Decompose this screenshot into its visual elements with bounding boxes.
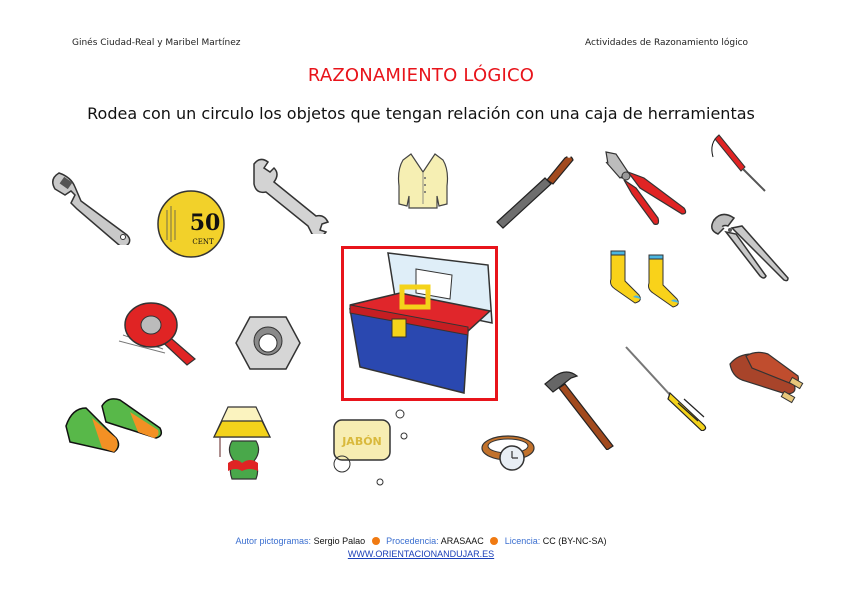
orange-dot-icon — [372, 537, 380, 545]
author-label: Autor pictogramas: — [235, 536, 312, 546]
adjustable-wrench-icon[interactable] — [45, 165, 133, 245]
file-tool-icon[interactable] — [495, 150, 575, 230]
tape-icon[interactable] — [115, 295, 197, 375]
nut-icon[interactable] — [234, 315, 302, 373]
soap-label: JABÓN — [342, 435, 382, 448]
watch-icon[interactable] — [480, 432, 536, 476]
header-series: Actividades de Razonamiento lógico — [585, 38, 749, 48]
page-title: RAZONAMIENTO LÓGICO — [307, 65, 535, 86]
toolbox-icon — [344, 249, 495, 398]
soldering-iron-icon[interactable] — [705, 133, 775, 195]
wrench-icon[interactable] — [248, 154, 330, 234]
header-authors: Ginés Ciudad-Real y Maribel Martínez — [72, 38, 241, 48]
ribs-icon[interactable] — [726, 350, 806, 410]
screwdriver-icon[interactable] — [624, 345, 710, 431]
credits-line — [0, 536, 842, 546]
coin-icon[interactable] — [155, 188, 227, 260]
lamp-icon[interactable] — [212, 405, 274, 485]
pincers-icon[interactable] — [708, 210, 790, 288]
soap-icon[interactable] — [324, 408, 410, 488]
license-label: Licencia: — [504, 536, 541, 546]
instruction-text: Rodea con un circulo los objetos que tengan relación con una caja de herramientas — [87, 104, 755, 123]
license-value: CC (BY-NC-SA) — [542, 536, 607, 546]
source-value: ARASAAC — [440, 536, 484, 546]
source-label: Procedencia: — [386, 536, 439, 546]
toolbox-frame — [341, 246, 498, 401]
hammer-icon[interactable] — [543, 368, 619, 450]
socks-icon[interactable] — [606, 249, 686, 309]
orange-dot-icon — [490, 537, 498, 545]
sneakers-icon[interactable] — [62, 398, 164, 456]
author-value: Sergio Palao — [313, 536, 366, 546]
website-link[interactable]: WWW.ORIENTACIONANDUJAR.ES — [347, 549, 495, 559]
svg-text:CENT: CENT — [192, 238, 214, 246]
pliers-icon[interactable] — [602, 148, 690, 228]
cardigan-icon[interactable] — [397, 152, 449, 210]
coin-value: 50 — [189, 210, 221, 236]
website-row — [0, 549, 842, 559]
